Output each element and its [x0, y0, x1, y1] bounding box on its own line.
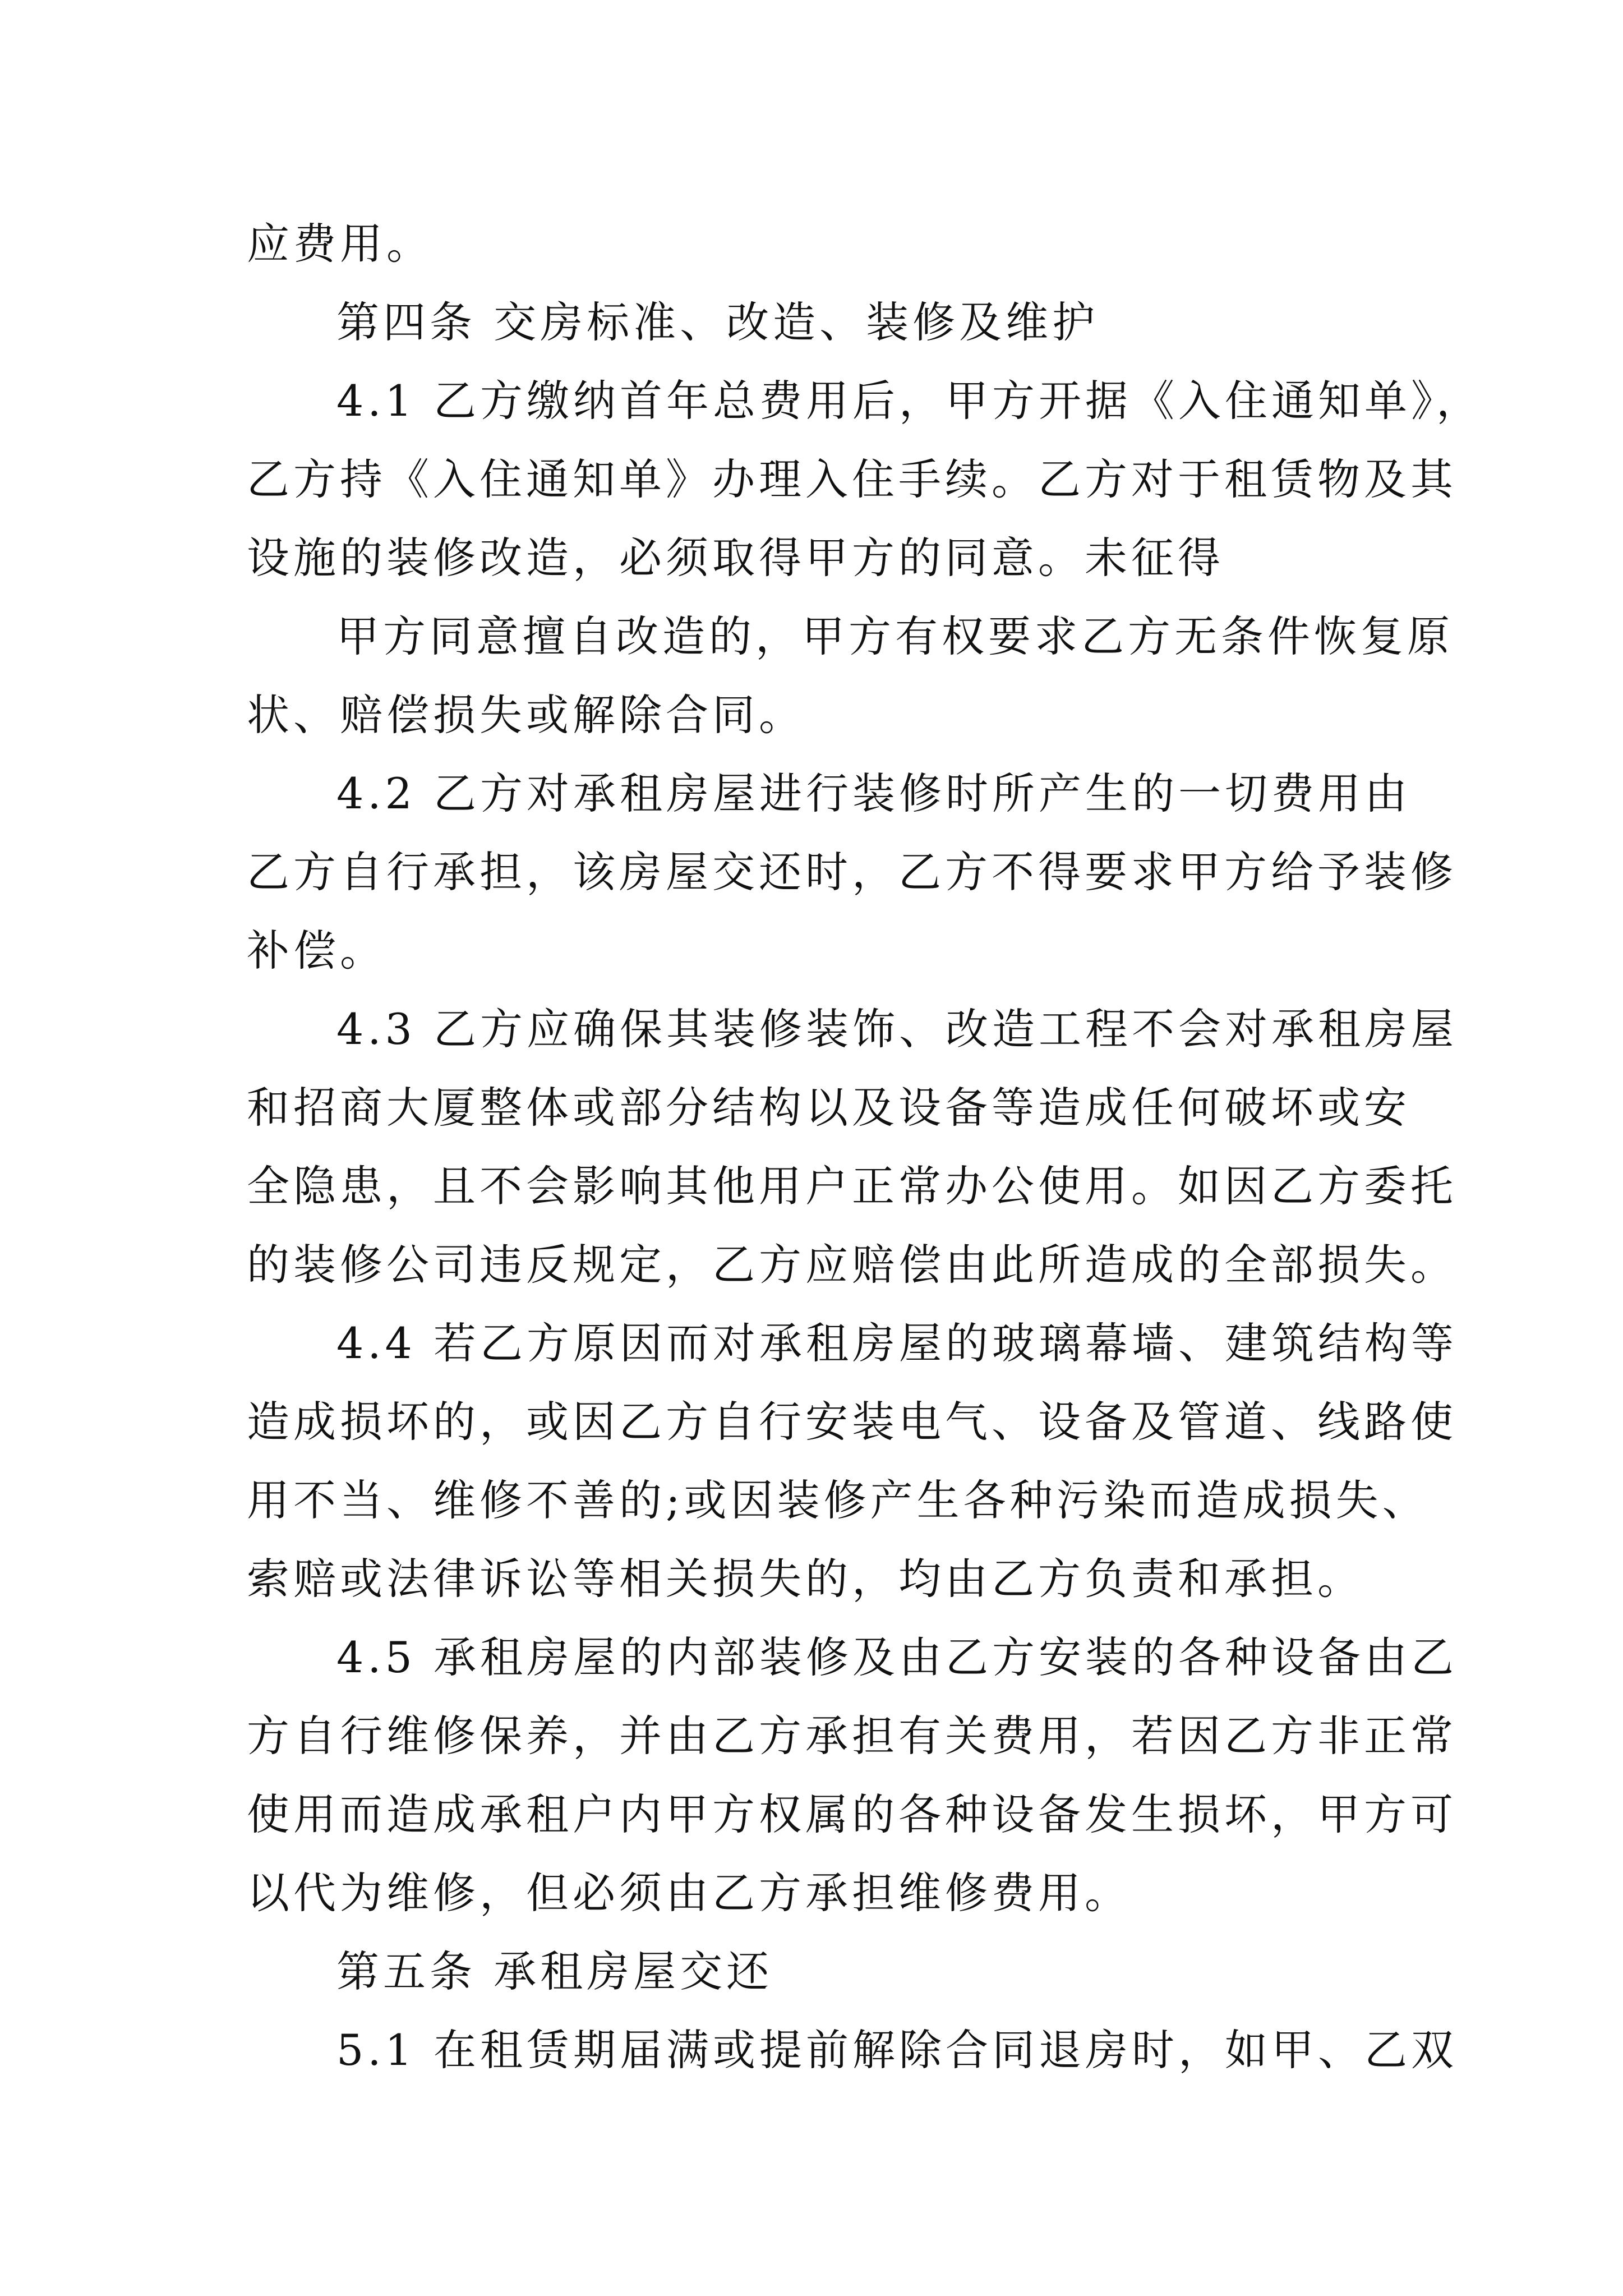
text-line-9: 乙方自行承担，该房屋交还时，乙方不得要求甲方给予装修	[247, 847, 1457, 897]
text-line-14: 的装修公司违反规定，乙方应赔偿由此所造成的全部损失。	[247, 1240, 1457, 1290]
text-line-13: 全隐患，且不会影响其他用户正常办公使用。如因乙方委托	[247, 1161, 1457, 1211]
text-line-3: 4.1 乙方缴纳首年总费用后，甲方开据《入住通知单》，	[336, 376, 1483, 426]
text-line-11: 4.3 乙方应确保其装修装饰、改造工程不会对承租房屋	[336, 1004, 1458, 1054]
text-line-20: 方自行维修保养，并由乙方承担有关费用，若因乙方非正常	[247, 1711, 1457, 1761]
text-line-8: 4.2 乙方对承租房屋进行装修时所产生的一切费用由	[336, 769, 1412, 818]
text-line-24: 5.1 在租赁期届满或提前解除合同退房时，如甲、乙双	[336, 2025, 1458, 2075]
text-line-4: 乙方持《入住通知单》办理入住手续。乙方对于租赁物及其	[247, 454, 1457, 504]
section-heading-5: 第五条 承租房屋交还	[336, 1947, 773, 1996]
text-line-19: 4.5 承租房屋的内部装修及由乙方安装的各种设备由乙	[336, 1632, 1458, 1682]
text-line-10: 补偿。	[247, 926, 386, 976]
text-line-1: 应费用。	[247, 219, 433, 269]
text-line-17: 用不当、维修不善的;或因装修产生各种污染而造成损失、	[247, 1475, 1429, 1525]
text-line-15: 4.4 若乙方原因而对承租房屋的玻璃幕墙、建筑结构等	[336, 1318, 1458, 1368]
section-heading-4: 第四条 交房标准、改造、装修及维护	[336, 297, 1099, 347]
text-line-6: 甲方同意擅自改造的，甲方有权要求乙方无条件恢复原	[336, 611, 1454, 661]
text-line-21: 使用而造成承租户内甲方权属的各种设备发生损坏，甲方可	[247, 1789, 1457, 1839]
text-line-22: 以代为维修，但必须由乙方承担维修费用。	[247, 1868, 1131, 1918]
text-line-18: 索赔或法律诉讼等相关损失的，均由乙方负责和承担。	[247, 1554, 1364, 1604]
text-line-16: 造成损坏的，或因乙方自行安装电气、设备及管道、线路使	[247, 1397, 1457, 1447]
text-line-12: 和招商大厦整体或部分结构以及设备等造成任何破坏或安	[247, 1083, 1410, 1133]
text-line-7: 状、赔偿损失或解除合同。	[247, 690, 805, 740]
text-line-5: 设施的装修改造，必须取得甲方的同意。未征得	[247, 533, 1224, 583]
